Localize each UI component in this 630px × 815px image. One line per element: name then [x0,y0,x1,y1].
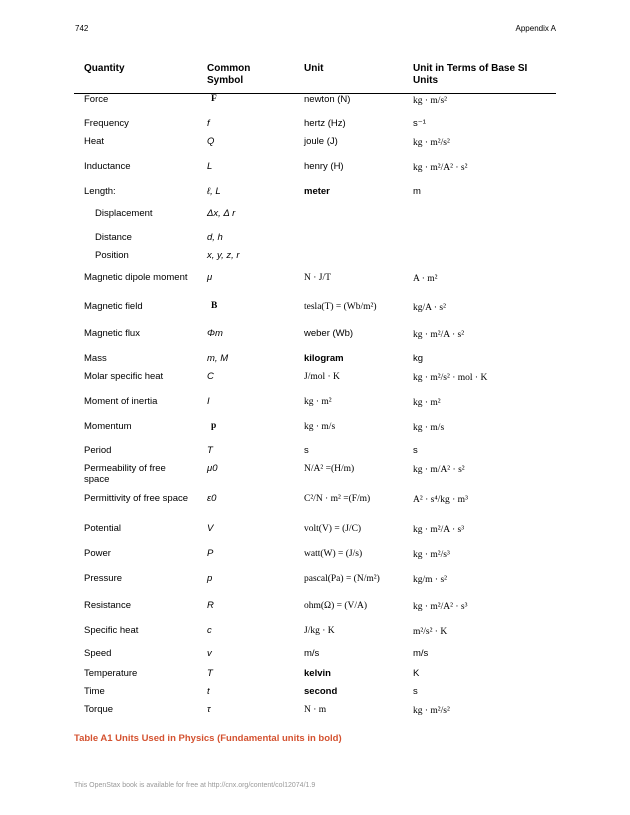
quantity-cell: Power [84,547,111,559]
base-unit-cell: kg · m²/A² · s³ [413,601,468,612]
base-unit-cell: s [413,685,418,697]
table-caption: Table A1 Units Used in Physics (Fundamental units in bold) [74,733,342,744]
base-unit-cell: kg · m² [413,397,441,408]
table-row [74,208,556,232]
base-unit-cell: kg · m²/s² · mol · K [413,372,488,383]
base-unit-cell: m [413,185,421,197]
unit-cell: N/A² =(H/m) [304,463,355,474]
unit-cell: meter [304,185,330,197]
quantity-cell: Magnetic flux [84,327,140,339]
quantity-cell: Moment of inertia [84,395,158,407]
unit-cell: s [304,444,309,456]
unit-cell: kg · m/s [304,421,336,432]
table-row [74,648,556,668]
base-unit-cell: kg · m²/A · s³ [413,524,465,535]
page-number: 742 [75,24,89,33]
unit-cell: m/s [304,647,320,659]
symbol-cell: μ0 [207,462,218,474]
symbol-cell: ε0 [207,492,217,504]
table-body [74,94,556,726]
quantity-cell: Permeability of free space [84,462,166,485]
table-row [74,186,556,208]
symbol-cell: p [207,572,213,584]
unit-cell: J/kg · K [304,625,335,636]
table-row [74,523,556,548]
symbol-cell: p [211,420,217,431]
unit-cell: kg · m² [304,396,332,407]
symbol-cell: C [207,370,214,382]
quantity-cell: Mass [84,352,107,364]
symbol-cell: v [207,647,212,659]
symbol-cell: T [207,444,213,456]
base-unit-cell: kg [413,352,424,364]
unit-cell: N · J/T [304,272,331,283]
unit-cell [294,250,403,272]
symbol-cell: x, y, z, r [207,249,240,261]
table-row [74,396,556,421]
symbol-cell: ℓ, L [207,185,221,197]
unit-cell: N · m [304,704,327,715]
table-row [74,94,556,118]
symbol-cell: Q [207,135,215,147]
table-row [74,548,556,573]
base-unit-cell: kg · m/s [413,422,445,433]
page-footer: This OpenStax book is available for free at http://cnx.org/content/col12074/1.9 [74,782,316,789]
quantity-cell: Temperature [84,667,138,679]
table-header-row [74,62,556,94]
unit-cell: C²/N · m² =(F/m) [304,493,371,504]
table-row [74,232,556,250]
unit-cell: joule (J) [304,135,338,147]
quantity-cell: Force [84,94,109,105]
unit-cell: volt(V) = (J/C) [304,523,362,534]
symbol-cell: t [207,685,210,697]
unit-cell: J/mol · K [304,371,340,382]
unit-cell [294,232,403,250]
quantity-cell: Displacement [95,207,153,219]
table-row [74,118,556,136]
header-unit: Unit [304,63,324,74]
quantity-cell: Torque [84,703,114,715]
symbol-cell: c [207,624,212,636]
unit-cell: weber (Wb) [304,327,354,339]
quantity-cell: Inductance [84,160,131,172]
header-quantity: Quantity [84,63,125,74]
quantity-cell: Magnetic dipole moment [84,271,188,283]
units-table-container [74,62,556,726]
base-unit-cell: kg · m/A² · s² [413,464,465,475]
base-unit-cell [403,232,556,250]
symbol-cell: V [207,522,214,534]
table-row [74,353,556,371]
symbol-cell: μ [207,271,213,283]
table-row [74,493,556,523]
unit-cell: pascal(Pa) = (N/m²) [304,573,380,584]
symbol-cell: Φm [207,327,223,339]
symbol-cell: B [211,300,218,311]
table-row [74,573,556,600]
header-symbol: Common Symbol [207,63,251,86]
unit-cell: ohm(Ω) = (V/A) [304,600,368,611]
quantity-cell: Momentum [84,420,132,432]
table-row [74,250,556,272]
quantity-cell: Molar specific heat [84,370,164,382]
base-unit-cell: kg/m · s² [413,574,447,585]
unit-cell: kilogram [304,352,344,364]
symbol-cell: F [211,94,217,104]
table-row [74,161,556,186]
table-row [74,421,556,445]
quantity-cell: Magnetic field [84,300,143,312]
symbol-cell: τ [207,703,211,715]
header-base-units: Unit in Terms of Base SI Units [413,63,528,86]
symbol-cell: R [207,599,214,611]
quantity-cell: Resistance [84,599,131,611]
symbol-cell: T [207,667,213,679]
unit-cell: second [304,685,338,697]
base-unit-cell: A² · s⁴/kg · m³ [413,494,468,505]
base-unit-cell: kg/A · s² [413,302,446,313]
unit-cell [294,208,403,232]
table-row [74,686,556,704]
table-row [74,328,556,353]
quantity-cell: Time [84,685,105,697]
unit-cell: watt(W) = (J/s) [304,548,363,559]
symbol-cell: d, h [207,231,223,243]
symbol-cell: L [207,160,213,172]
quantity-cell: Specific heat [84,624,139,636]
symbol-cell: Δx, Δ r [207,207,236,219]
unit-cell: kelvin [304,667,331,679]
base-unit-cell: kg · m²/A² · s² [413,162,468,173]
base-unit-cell: K [413,667,420,679]
symbol-cell: P [207,547,214,559]
base-unit-cell: kg · m²/s² [413,137,450,148]
quantity-cell: Potential [84,522,121,534]
quantity-cell: Position [95,249,129,261]
base-unit-cell: kg · m²/s³ [413,549,450,560]
quantity-cell: Speed [84,647,112,659]
table-row [74,445,556,463]
table-row [74,371,556,396]
base-unit-cell: s [413,444,418,456]
table-row [74,668,556,686]
unit-cell: newton (N) [304,94,351,105]
table-row [74,600,556,625]
quantity-cell: Frequency [84,117,129,129]
quantity-cell: Pressure [84,572,123,584]
table-row [74,704,556,726]
base-unit-cell: kg · m/s² [413,96,447,106]
base-unit-cell [403,208,556,232]
base-unit-cell: m/s [413,647,429,659]
table-row [74,272,556,301]
symbol-cell: I [207,395,210,407]
base-unit-cell: s⁻¹ [413,117,426,129]
chapter-label: Appendix A [515,24,556,33]
units-table [74,62,556,726]
table-row [74,136,556,161]
base-unit-cell: m²/s² · K [413,626,448,637]
symbol-cell: f [207,117,210,129]
base-unit-cell: A · m² [413,273,438,284]
base-unit-cell: kg · m²/A · s² [413,329,465,340]
quantity-cell: Heat [84,135,105,147]
table-row [74,301,556,328]
quantity-cell: Period [84,444,112,456]
symbol-cell: m, M [207,352,229,364]
table-row [74,625,556,648]
table-row [74,463,556,493]
quantity-cell: Length: [84,185,116,197]
base-unit-cell [403,250,556,272]
base-unit-cell: kg · m²/s² [413,705,450,716]
quantity-cell: Permittivity of free space [84,492,189,504]
unit-cell: henry (H) [304,160,344,172]
unit-cell: hertz (Hz) [304,117,346,129]
unit-cell: tesla(T) = (Wb/m²) [304,301,377,312]
quantity-cell: Distance [95,231,132,243]
